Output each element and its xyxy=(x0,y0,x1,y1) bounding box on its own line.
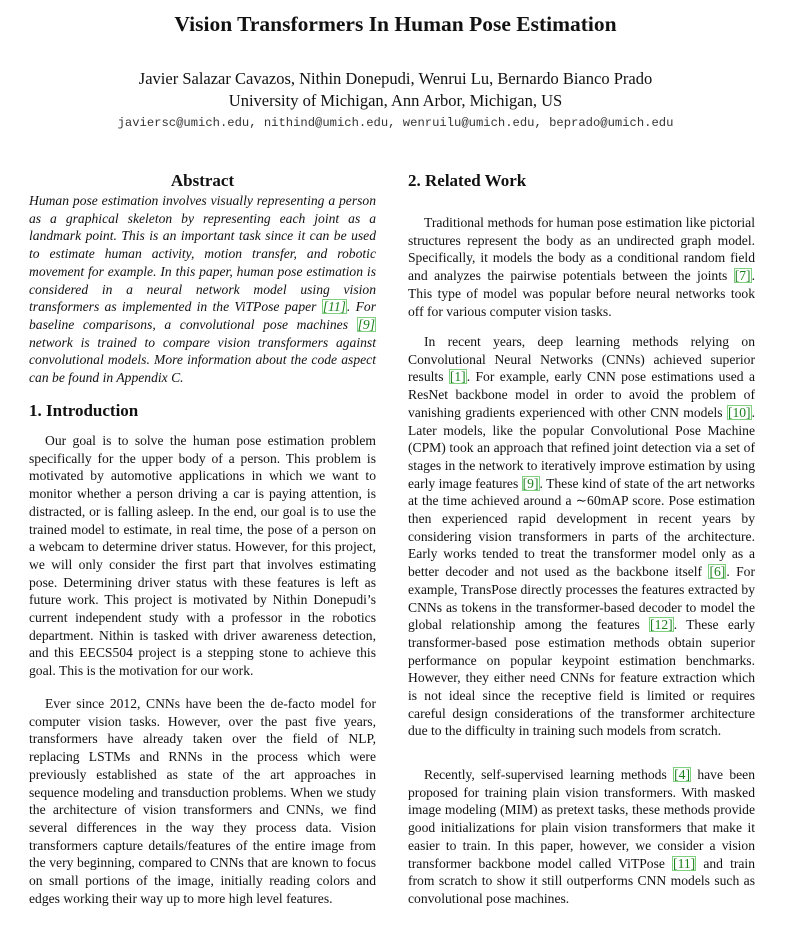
related-work-paragraph xyxy=(408,766,755,908)
citation-link[interactable]: [1] xyxy=(449,369,466,385)
introduction-heading: 1. Introduction xyxy=(29,401,139,420)
paper-title: Vision Transformers In Human Pose Estimation xyxy=(174,12,617,36)
related-work-text-part: Recently, self-supervised learning methods xyxy=(424,767,674,782)
related-work-text-part: . These early transformer-based pose estimation methods obtain superior performance on popular keypoint estimation benchmarks. However, they either need CNNs for feature extraction which is not ideal since the receptive field is limited or requires careful design considerations of the transformer architecture due to the difficulty in training such models from scratch. xyxy=(408,617,755,739)
related-work-text-part: have been proposed for training plain vision transformers. With masked image modeling (MIM) as pretext tasks, these methods provide good initializations for plain vision transformers that make it easier to train. In this paper, however, we consider a vision transformer backbone model called ViTPose xyxy=(408,767,755,871)
related-work-text-part: In recent years, deep learning methods relying on Convolutional Neural Networks (CNNs) achieved superior results xyxy=(408,334,755,385)
abstract-text xyxy=(29,192,376,387)
related-work-paragraph xyxy=(408,214,755,320)
introduction-paragraph: Ever since 2012, CNNs have been the de-facto model for computer vision tasks. However, over the past five years, transformers have already taken over the field of NLP, replacing LSTMs and RNNs in the process which were previously established as state of the art approaches in sequence modeling and transduction problems. When we study the architecture of vision transformers and CNNs, we find several differences in the way they process data. Vision transformers capture details/features of the entire image from the very beginning, compared to CNNs that are known to focus on small portions of the image, initially reading colors and edges working their way up to more high level features. xyxy=(29,696,376,906)
citation-link[interactable]: [6] xyxy=(709,564,726,580)
citation-link[interactable]: [7] xyxy=(734,268,751,284)
citation-link[interactable]: [11] xyxy=(322,299,346,315)
author-names: Javier Salazar Cavazos, Nithin Donepudi, Wenrui Lu, Bernardo Bianco Prado xyxy=(138,69,653,88)
related-work-text-part: . Later models, like the popular Convolutional Pose Machine (CPM) took an approach that refined joint detection via a set of stages in the network to iteratively improve estimation by using early image features xyxy=(408,404,755,491)
author-affiliation: University of Michigan, Ann Arbor, Michigan, US xyxy=(228,91,563,110)
citation-link[interactable]: [4] xyxy=(674,767,690,782)
abstract-text-part: . For baseline comparisons, a convolutional pose machines xyxy=(29,299,376,332)
related-work-text-part: . For example, early CNN pose estimations used a ResNet backbone model in order to avoid the problem of vanishing gradients experienced with other CNN models xyxy=(408,369,755,420)
citation-link[interactable]: [9] xyxy=(357,316,375,332)
related-work-heading: 2. Related Work xyxy=(408,171,527,190)
citation-link[interactable]: [12] xyxy=(650,617,673,633)
related-work-text-part: . For example, TransPose directly processes the features extracted by CNNs as tokens in the transformer-based decoder to model the global relationship among the features xyxy=(408,564,755,633)
related-work-text-part: . These kind of state of the art networks at the time achieved around a ∼60mAP score. Pose estimation then experienced rapid development in recent years by considering vision transformers in parts of the architecture. Early works tended to treat the transformer model only as a better decoder and not used as the backbone itself xyxy=(408,475,755,580)
citation-link[interactable]: [10] xyxy=(727,404,751,420)
related-work-text-part: and train from scratch to show it still outperforms CNN models such as convolutional pose machines. xyxy=(408,855,755,906)
related-work-text-part: Traditional methods for human pose estimation like pictorial structures represent the body as an undirected graph model. Specifically, it models the body as a conditional random field and analyzes the pairwise potentials between the joints xyxy=(408,215,755,284)
author-block xyxy=(0,68,791,112)
related-work-text-part: . This type of model was popular before neural networks took off for various computer vision tasks. xyxy=(408,268,755,319)
abstract-text-part: Human pose estimation involves visually representing a person as a graphical skeleton by representing each joint as a landmark point. This is an important task since it can be used to estimate human activity, motion transfer, and robotic movement for example. In this paper, human pose estimation is considered in a neural network model using vision transformers as implemented in the ViTPose paper xyxy=(29,193,376,315)
citation-link[interactable]: [11] xyxy=(673,855,696,871)
abstract-heading: Abstract xyxy=(170,171,235,190)
related-work-paragraph xyxy=(408,333,755,740)
citation-link[interactable]: [9] xyxy=(522,475,539,491)
introduction-paragraph: Our goal is to solve the human pose estimation problem specifically for the upper body of a person. This problem is motivated by automotive applications in which we want to monitor whether a person driving a car is paying attention, is distracted, or is falling asleep. In the end, our goal is to use the trained model to estimate, in real time, the pose of a person on a webcam to determine driver status. However, for this project, we will only consider the first part that involves estimating pose. Determining driver status with these features is left as future work. This project is motivated by Nithin Donepudi’s current independent study with a professor in the robotics department. Nithin is tasked with driver awareness detection, and this EECS504 project is a stepping stone to achieve this goal. This is the motivation for our work. xyxy=(29,433,376,679)
author-emails: javiersc@umich.edu, nithind@umich.edu, wenruilu@umich.edu, beprado@umich.edu xyxy=(117,116,674,130)
abstract-text-part: network is trained to compare vision transformers against convolutional models. More information about the code aspect can be found in Appendix C. xyxy=(29,334,376,386)
